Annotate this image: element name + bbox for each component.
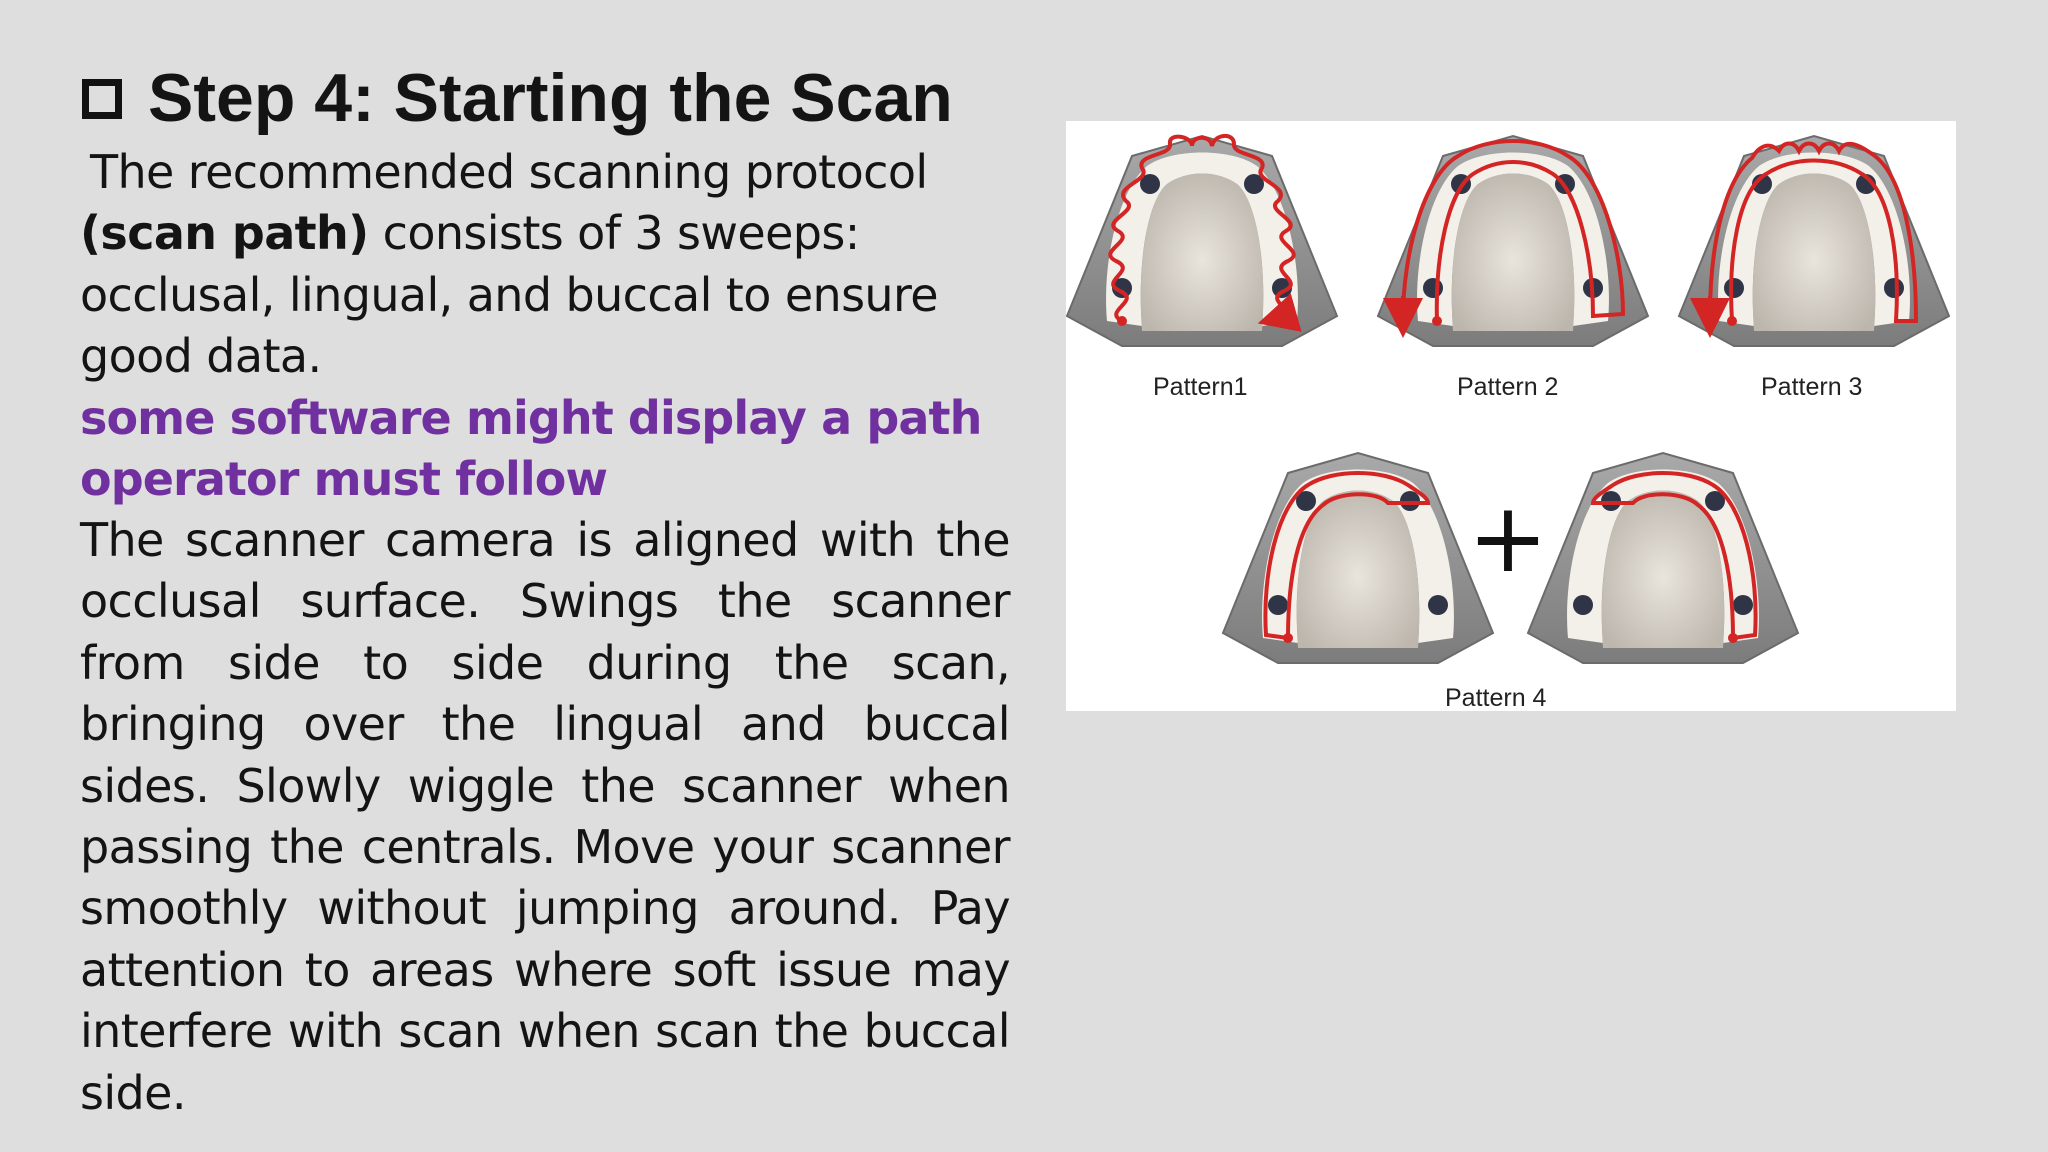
- pattern3-jaw: [1679, 136, 1949, 346]
- pattern1-label: Pattern1: [1153, 373, 1248, 401]
- slide-title-text: Step 4: Starting the Scan: [148, 60, 953, 136]
- highlight-note: [80, 388, 1010, 511]
- scan-patterns-figure: [1066, 121, 1956, 711]
- intro-rest: consists of 3 sweeps: occlusal, lingual, and buccal to ensure good data.: [80, 206, 938, 384]
- intro-line-1: The recommended scanning protocol: [90, 145, 928, 199]
- pattern4-right-jaw: [1528, 453, 1798, 663]
- pattern2-jaw: [1378, 136, 1648, 346]
- plus-sign: +: [1467, 482, 1549, 594]
- intro-bold-term: (scan path): [80, 206, 369, 261]
- checkbox-bullet-icon: [82, 79, 122, 119]
- slide-title: [82, 58, 1042, 138]
- body-paragraph: The scanner camera is aligned with the occlusal surface. Swings the scanner from side to side during the scan, bringing over the lingual and buccal sides. Slowly wiggle the scanner when passing the centrals. Move your scanner smoothly without jumping around. Pay attention to areas where soft issue may interfere with scan when scan the buccal side.: [80, 513, 1010, 1120]
- pattern2-label: Pattern 2: [1457, 373, 1559, 401]
- intro-text: [80, 142, 1010, 388]
- highlight-line-2: operator must follow: [80, 452, 608, 507]
- pattern4-left-jaw: [1223, 453, 1493, 663]
- highlight-line-1: some software might display a path: [80, 391, 982, 445]
- pattern3-label: Pattern 3: [1761, 373, 1863, 401]
- pattern4-label: Pattern 4: [1445, 684, 1547, 712]
- pattern1-jaw: [1067, 136, 1337, 346]
- scan-patterns-diagram: [1066, 121, 1956, 711]
